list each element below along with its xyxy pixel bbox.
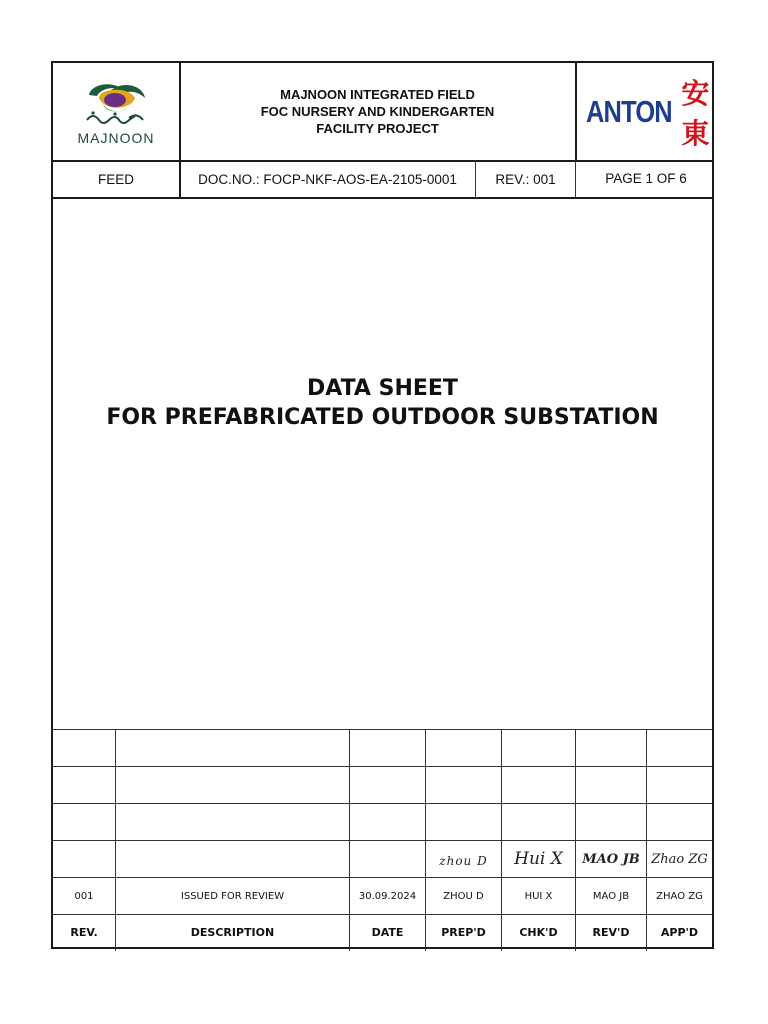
anton-chinese-wordmark: 安東 [681, 76, 710, 150]
page-number: PAGE 1 OF 6 [605, 170, 687, 186]
majnoon-logo [53, 63, 179, 160]
checked-cell: HUI X [524, 890, 553, 902]
document-title-line: DATA SHEET [307, 376, 458, 401]
stage-label: FEED [97, 171, 134, 187]
anton-wordmark: ANTON [586, 93, 672, 129]
prepared-signature: zhou D [439, 854, 488, 868]
document-frame [51, 61, 714, 949]
approved-label: APP'D [660, 925, 699, 939]
project-title-line: FACILITY PROJECT [316, 121, 439, 136]
rev-cell: 001 [74, 890, 94, 902]
approved-signature: Zhao ZG [651, 851, 708, 867]
anton-logo [576, 63, 716, 160]
prepared-cell: ZHOU D [443, 890, 484, 902]
approved-cell: ZHAO ZG [656, 890, 703, 902]
reviewed-signature: MAO JB [582, 851, 640, 867]
date-label: DATE [371, 925, 404, 939]
majnoon-emblem-icon [71, 78, 161, 158]
prepared-label: PREP'D [441, 925, 486, 939]
checked-signature: Hui X [514, 849, 563, 869]
date-cell: 30.09.2024 [358, 890, 417, 902]
divider [53, 766, 712, 767]
description-label: DESCRIPTION [190, 925, 275, 939]
project-title-line: FOC NURSERY AND KINDERGARTEN [260, 104, 495, 119]
rev-label: REV. [70, 925, 98, 939]
document-number: DOC.NO.: FOCP-NKF-AOS-EA-2105-0001 [198, 171, 457, 187]
revision-number: REV.: 001 [495, 171, 556, 187]
logo-wordmark: MAJNOON [77, 129, 155, 146]
document-title [53, 198, 712, 596]
divider [53, 729, 712, 730]
document-title-line: FOR PREFABRICATED OUTDOOR SUBSTATION [106, 405, 659, 430]
description-cell: ISSUED FOR REVIEW [180, 890, 285, 902]
reviewed-label: REV'D [592, 925, 630, 939]
project-title [180, 63, 575, 160]
project-title-line: MAJNOON INTEGRATED FIELD [280, 87, 475, 102]
reviewed-cell: MAO JB [592, 890, 630, 902]
divider [53, 803, 712, 804]
checked-label: CHK'D [519, 925, 558, 939]
